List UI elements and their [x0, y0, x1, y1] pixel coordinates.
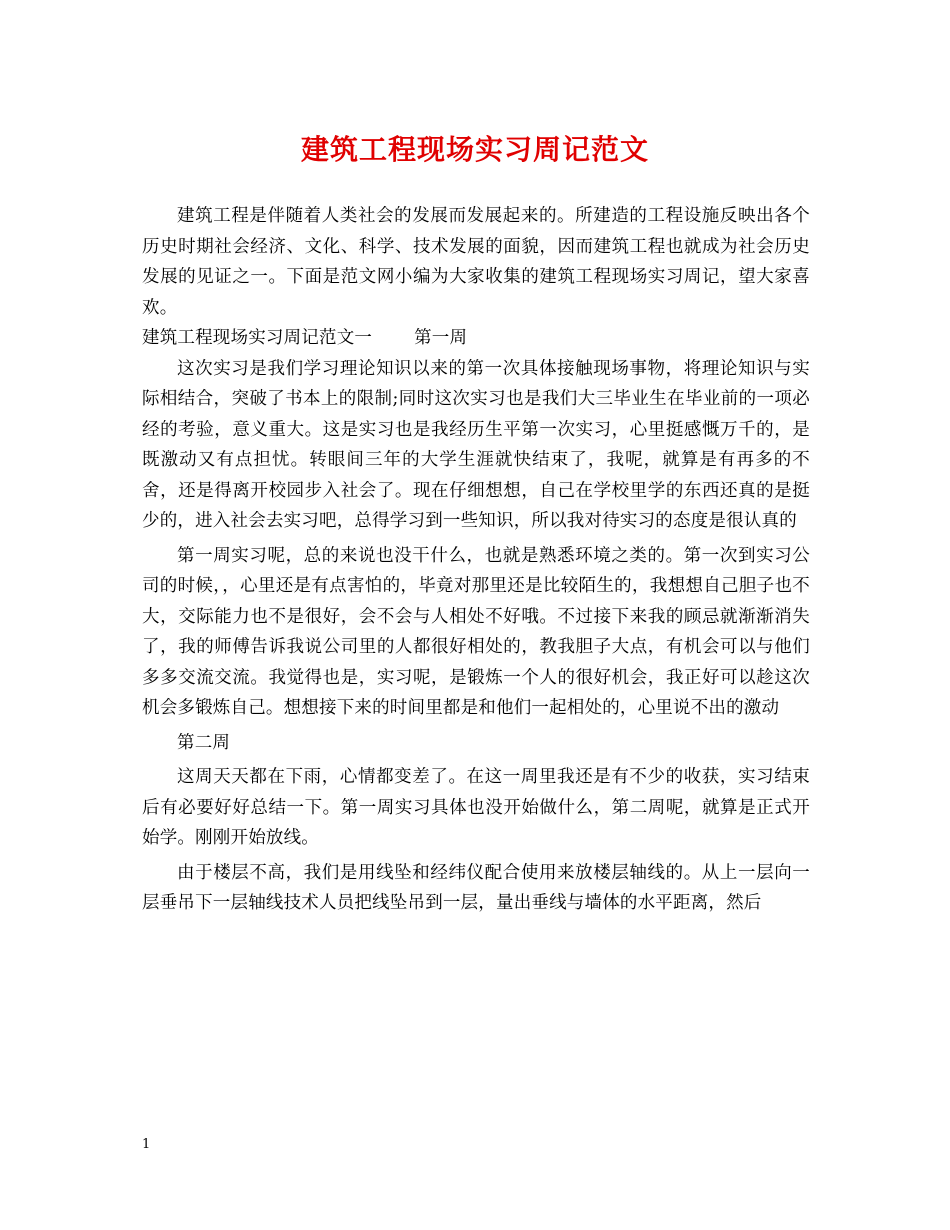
week2-paragraph-2: 由于楼层不高，我们是用线坠和经纬仪配合使用来放楼层轴线的。从上一层向一层垂吊下一层轴线技术人员把线坠吊到一层，量出垂线与墙体的水平距离，然后 [142, 862, 810, 913]
section-heading-line [142, 323, 810, 354]
week1-paragraph-2: 第一周实习呢，总的来说也没干什么，也就是熟悉环境之类的。第一次到实习公司的时候，，心里还是有点害怕的，毕竟对那里还是比较陌生的，我想想自己胆子也不大，交际能力也不是很好，会不会与人相处不好哦。不过接下来我的顾忌就渐渐消失了，我的师傅告诉我说公司里的人都很好相处的，教我胆子大点，有机会可以与他们多多交流交流。我觉得也是，实习呢，是锻炼一个人的很好机会，我正好可以趁这次机会多锻炼自己。想想接下来的时间里都是和他们一起相处的，心里说不出的激动 [142, 545, 810, 718]
document-title: 建筑工程现场实习周记范文 [300, 133, 649, 166]
page-number: 1 [142, 1137, 151, 1152]
section-heading: 建筑工程现场实习周记范文一 [142, 328, 373, 348]
week1-label: 第一周 [414, 328, 468, 348]
document-body [142, 201, 810, 919]
week2-label: 第二周 [177, 732, 231, 753]
week2-paragraph-1: 这周天天都在下雨，心情都变差了。在这一周里我还是有不少的收获，实习结束后有必要好好总结一下。第一周实习具体也没开始做什么，第二周呢，就算是正式开始学。刚刚开始放线。 [142, 767, 810, 848]
week1-paragraph-1: 这次实习是我们学习理论知识以来的第一次具体接触现场事物，将理论知识与实际相结合，突破了书本上的限制;同时这次实习也是我们大三毕业生在毕业前的一项必经的考验，意义重大。这是实习也是我经历生平第一次实习，心里挺感慨万千的，是既激动又有点担忧。转眼间三年的大学生涯就快结束了，我呢，就算是有再多的不舍，还是得离开校园步入社会了。现在仔细想想，自己在学校里学的东西还真的是挺少的，进入社会去实习吧，总得学习到一些知识，所以我对待实习的态度是很认真的 [142, 358, 810, 531]
intro-paragraph: 建筑工程是伴随着人类社会的发展而发展起来的。所建造的工程设施反映出各个历史时期社会经济、文化、科学、技术发展的面貌，因而建筑工程也就成为社会历史发展的见证之一。下面是范文网小编为大家收集的建筑工程现场实习周记，望大家喜欢。 [142, 206, 810, 318]
